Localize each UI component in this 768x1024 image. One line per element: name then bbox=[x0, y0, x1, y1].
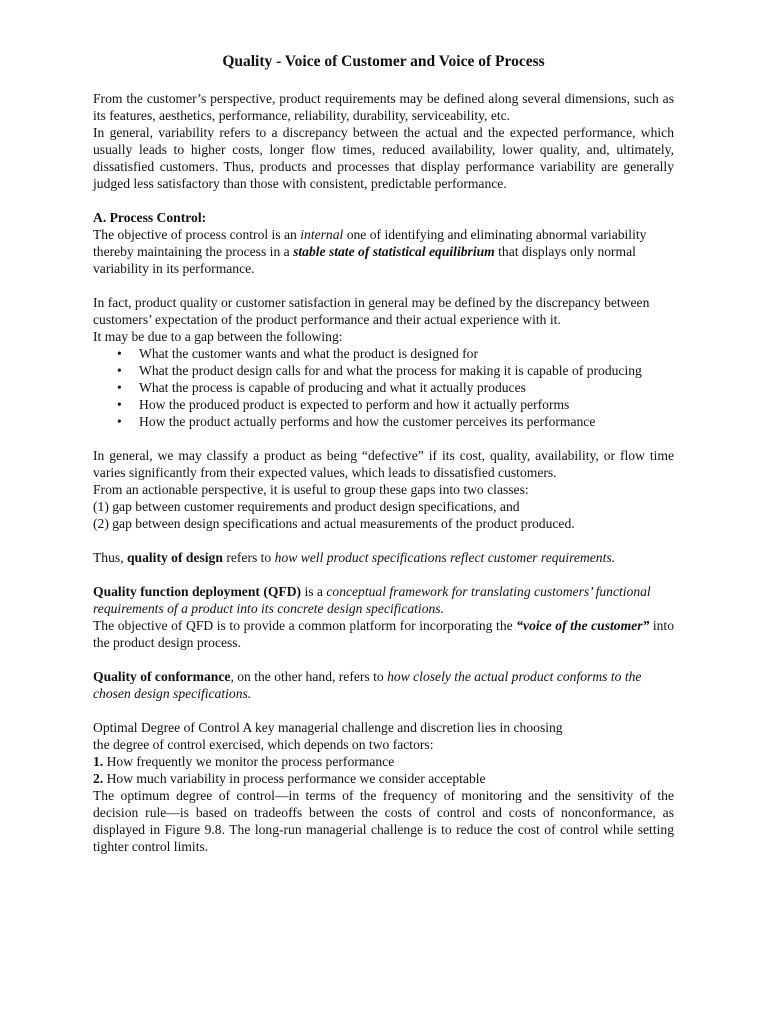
gap-intro: It may be due to a gap between the following: bbox=[93, 329, 343, 344]
list-item: • What the customer wants and what the product is designed for bbox=[139, 345, 674, 362]
optimal-control-line-2: the degree of control exercised, which depends on two factors: bbox=[93, 737, 434, 752]
gap-list bbox=[93, 345, 674, 430]
quality-of-design-paragraph: Thus, quality of design refers to how well product specifications reflect customer requirements. bbox=[93, 550, 616, 565]
defective-paragraph: In general, we may classify a product as being “defective” if its cost, quality, availability, or flow time varies significantly from their expected values, which leads to dissatisfied customers. bbox=[93, 448, 674, 480]
list-item: • How the product actually performs and how the customer perceives its performance bbox=[139, 413, 674, 430]
conformance-paragraph: Quality of conformance, on the other hand, refers to how closely the actual product conforms to the chosen design specifications. bbox=[93, 669, 642, 701]
list-item: • What the product design calls for and what the process for making it is capable of producing bbox=[139, 362, 674, 379]
satisfaction-paragraph: In fact, product quality or customer satisfaction in general may be defined by the discrepancy between customers’ expectation of the product performance and their actual experience with it. bbox=[93, 295, 650, 327]
factor-2: 2. How much variability in process performance we consider acceptable bbox=[93, 771, 486, 786]
actionable-paragraph: From an actionable perspective, it is useful to group these gaps into two classes: bbox=[93, 482, 529, 497]
qfd-paragraph: Quality function deployment (QFD) is a conceptual framework for translating customers’ functional requirements of a product into its concrete design specifications. bbox=[93, 584, 651, 616]
list-item: • What the process is capable of producing and what it actually produces bbox=[139, 379, 674, 396]
intro-paragraph-2: In general, variability refers to a discrepancy between the actual and the expected performance, which usually leads to higher costs, longer flow times, reduced availability, lower quality, and, ultimately, dissatisfied customers. Thus, products and processes that display performance variability are generally judged less satisfactory than those with consistent, predictable performance. bbox=[93, 125, 674, 191]
intro-paragraph-1: From the customer’s perspective, product requirements may be defined along several dimensions, such as its features, aesthetics, performance, reliability, durability, serviceability, etc. bbox=[93, 91, 674, 123]
factor-1: 1. How frequently we monitor the process performance bbox=[93, 754, 395, 769]
document-page bbox=[93, 52, 674, 855]
gap-class-2: (2) gap between design specifications and actual measurements of the product produced. bbox=[93, 516, 575, 531]
page-title: Quality - Voice of Customer and Voice of Process bbox=[222, 53, 545, 70]
gap-class-1: (1) gap between customer requirements and product design specifications, and bbox=[93, 499, 520, 514]
optimal-control-line-1: Optimal Degree of Control A key managerial challenge and discretion lies in choosing bbox=[93, 720, 563, 735]
process-control-paragraph: The objective of process control is an internal one of identifying and eliminating abnormal variability thereby maintaining the process in a stable state of statistical equilibrium that displays only normal variability in its performance. bbox=[93, 227, 647, 276]
qfd-objective-paragraph: The objective of QFD is to provide a common platform for incorporating the “voice of the customer” into the product design process. bbox=[93, 618, 675, 650]
list-item: • How the produced product is expected to perform and how it actually performs bbox=[139, 396, 674, 413]
optimum-paragraph: The optimum degree of control—in terms of the frequency of monitoring and the sensitivity of the decision rule—is based on tradeoffs between the costs of control and costs of nonconformance, as displayed in Figure 9.8. The long-run managerial challenge is to reduce the cost of control while setting tighter control limits. bbox=[93, 788, 674, 854]
section-a-heading: A. Process Control: bbox=[93, 210, 207, 225]
